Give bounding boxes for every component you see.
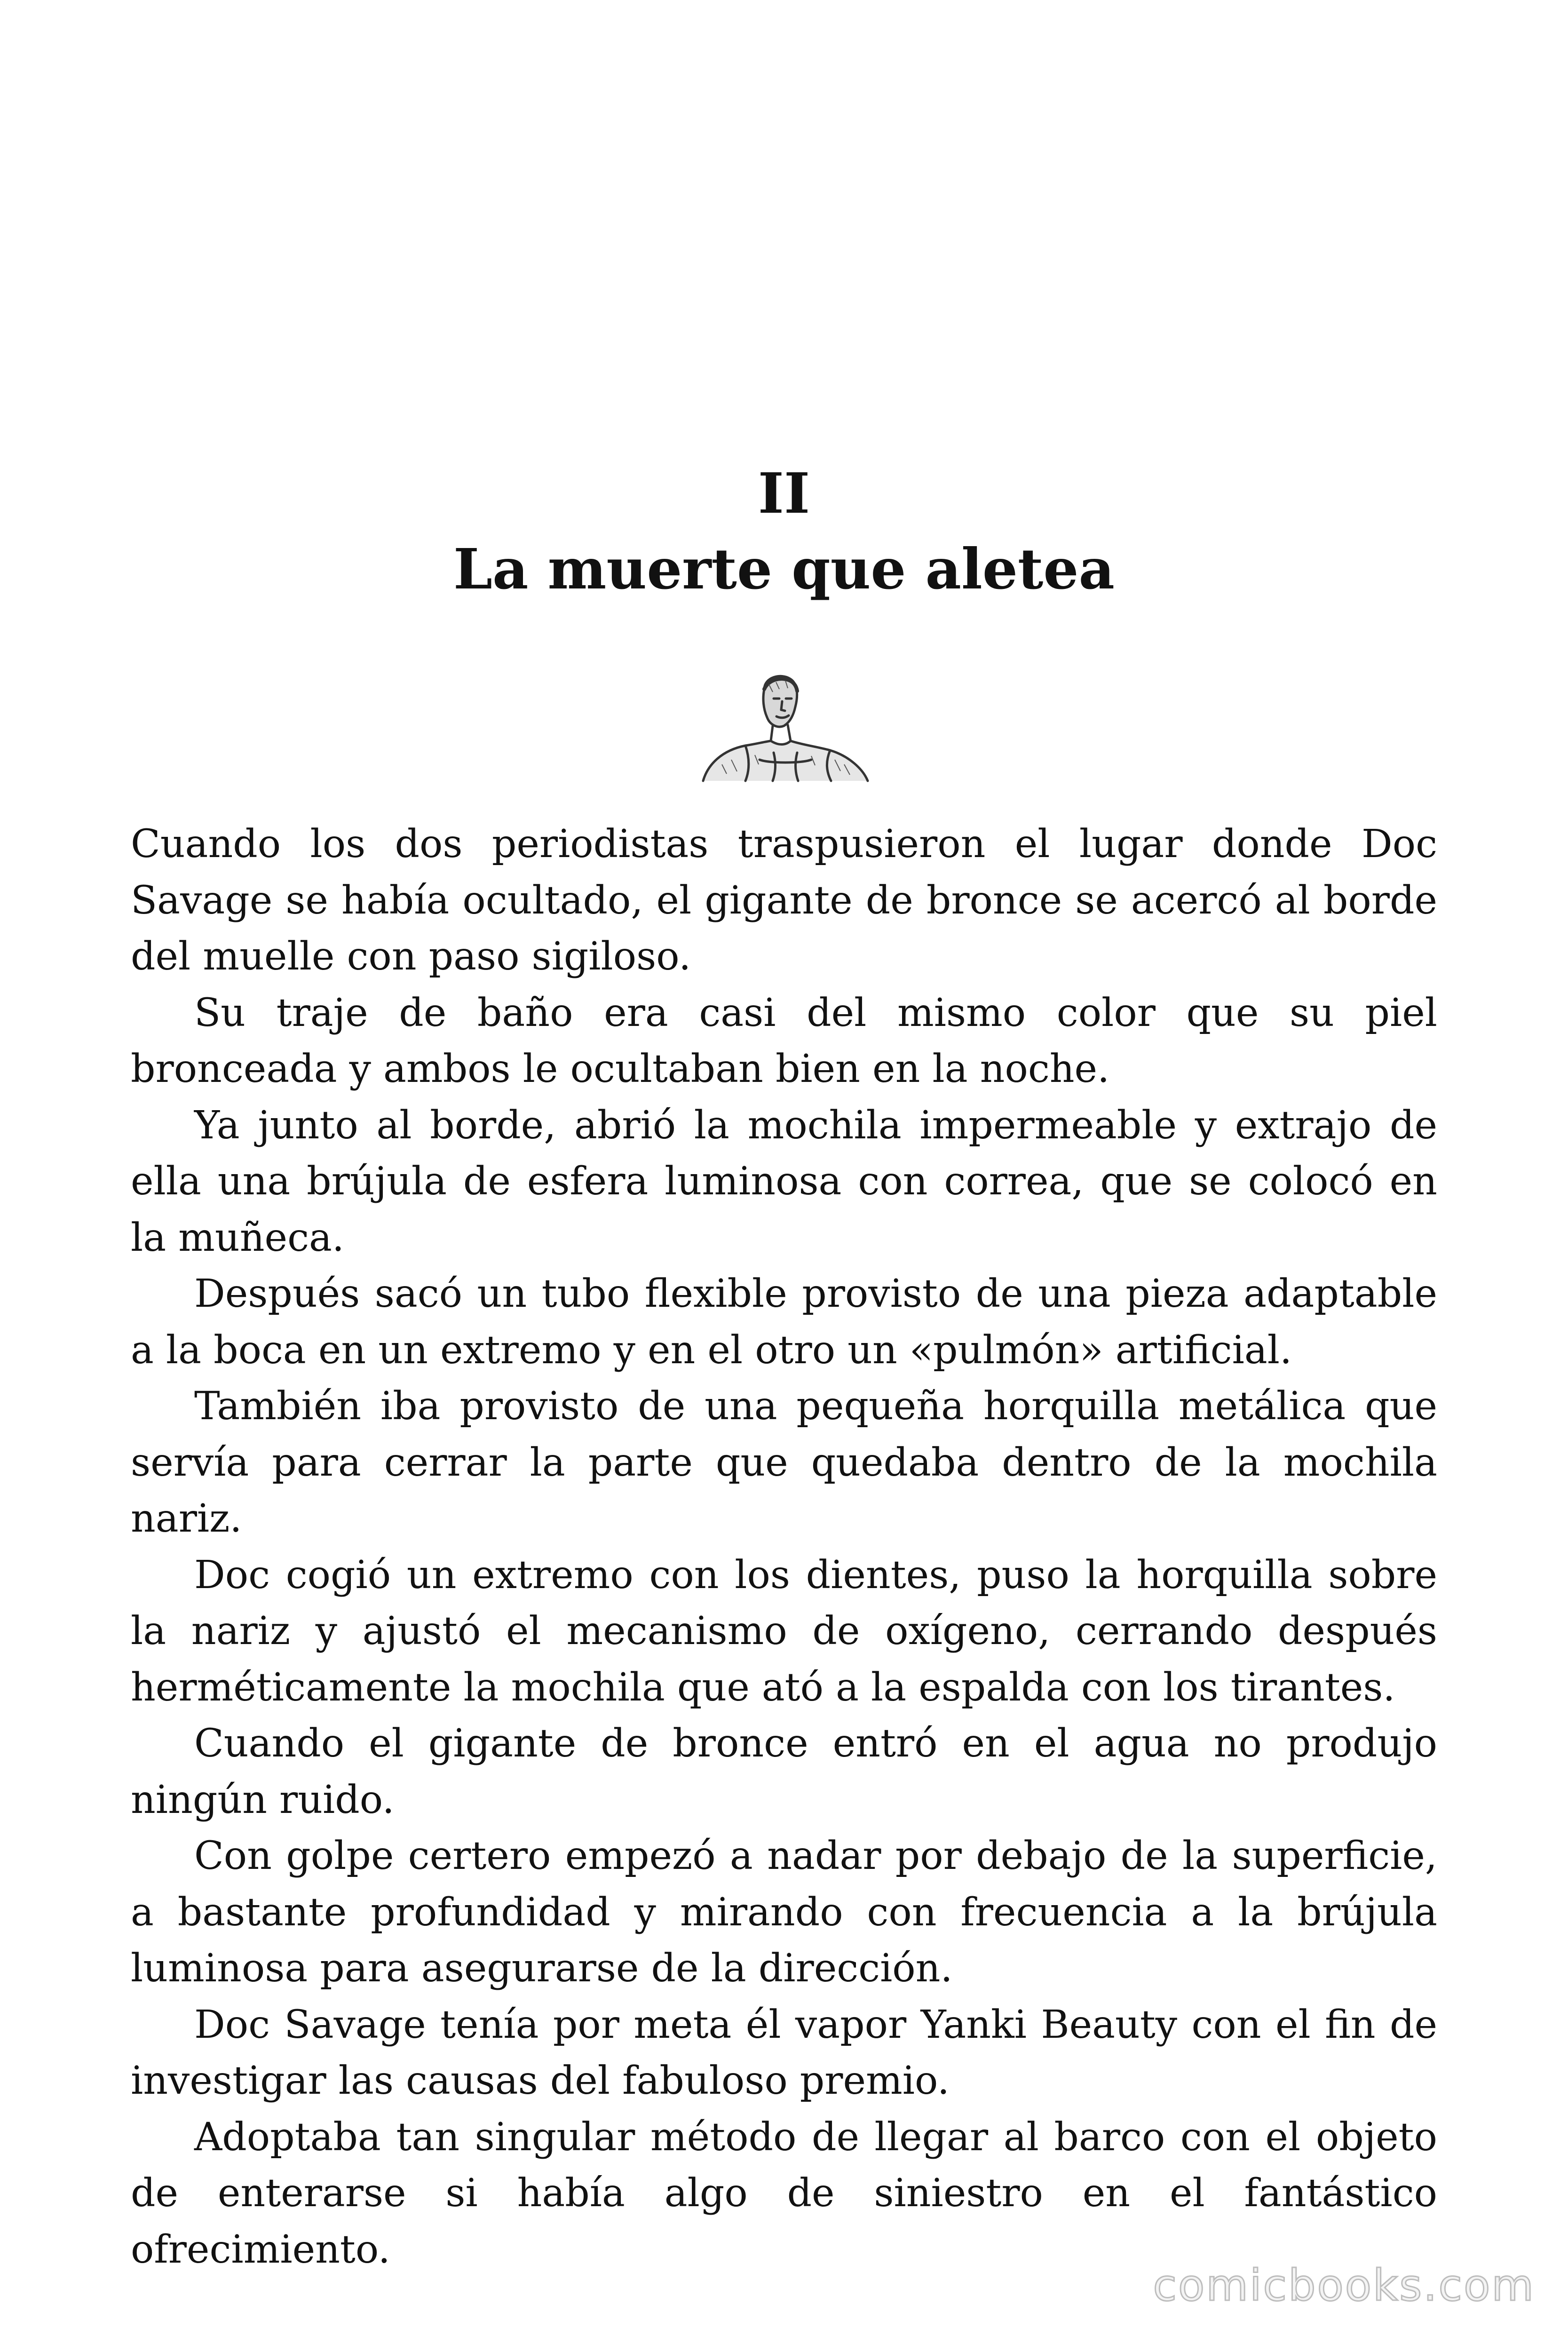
paragraph: Cuando el gigante de bronce entró en el agua no produjo ningún ruido. [131, 1721, 1437, 1822]
paragraph: Ya junto al borde, abrió la mochila impermeable y extrajo de ella una brújula de esfera luminosa con correa, que se colocó en la muñeca. [131, 1103, 1437, 1260]
paragraph: También iba provisto de una pequeña horquilla metálica que servía para cerrar la parte que quedaba dentro de la mochila nariz. [131, 1384, 1437, 1541]
paragraph: Después sacó un tubo flexible provisto de una pieza adaptable a la boca en un extremo y en el otro un «pulmón» artificial. [131, 1271, 1437, 1373]
paragraph: Con golpe certero empezó a nadar por debajo de la superficie, a bastante profundidad y mirando con frecuencia a la brújula luminosa para asegurarse de la dirección. [131, 1834, 1437, 1991]
paragraph: Adoptaba tan singular método de llegar al barco con el objeto de enterarse si había algo de siniestro en el fantástico ofrecimiento. [131, 2114, 1437, 2272]
paragraph: Doc cogió un extremo con los dientes, puso la horquilla sobre la nariz y ajustó el mecanismo de oxígeno, cerrando después herméticamente la mochila que ató a la espalda con los tirantes. [131, 1552, 1437, 1710]
paragraph: Doc Savage tenía por meta él vapor Yanki Beauty con el fin de investigar las causas del fabuloso premio. [131, 2002, 1437, 2103]
watermark: comicbooks.com [1153, 2260, 1535, 2311]
bronze-man-bust-icon [694, 670, 872, 783]
paragraph: Cuando los dos periodistas traspusieron el lugar donde Doc Savage se había ocultado, el gigante de bronce se acercó al borde del muelle con paso sigiloso. [131, 822, 1437, 979]
paragraph: Su traje de baño era casi del mismo color que su piel bronceada y ambos le ocultaban bien en la noche. [131, 990, 1437, 1091]
chapter-body [131, 816, 1437, 2278]
chapter-number: II [758, 461, 810, 526]
chapter-title: La muerte que aletea [453, 536, 1115, 602]
